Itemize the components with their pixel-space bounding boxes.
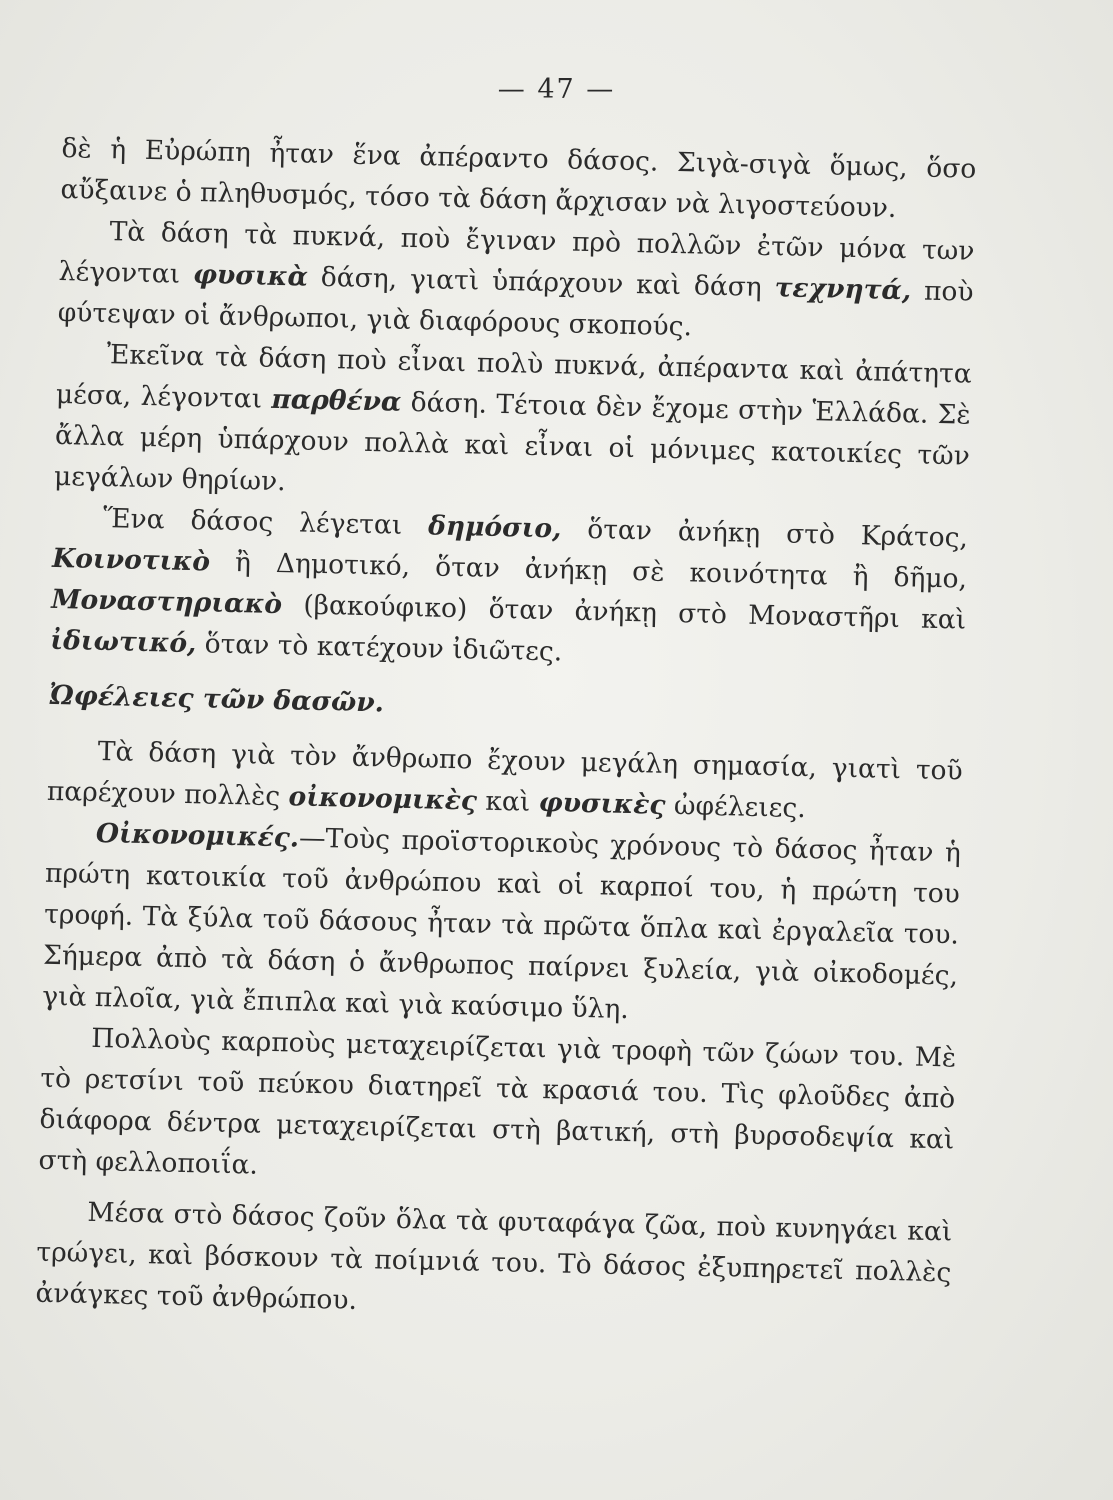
text-run: Ἐκεῖνα τὰ δάση ποὺ εἶναι πολὺ πυκνά, ἀπέραντα καὶ ἀπάτητα μέσα, λέγονται [55,339,973,415]
text-run: ποὺ φύτεψαν οἱ ἄνθρωποι, γιὰ διαφόρους σκοπούς. [57,275,974,343]
emphasis-term: φυσικὰ [192,259,309,293]
page-number: — 47 — [497,74,616,105]
text-run: καὶ [476,785,540,818]
text-run: Ἕνα δάσος λέγεται [102,503,429,542]
emphasis-term: τεχνητά, [774,272,912,307]
text-run: Τὰ δάση τὰ πυκνά, ποὺ ἔγιναν πρὸ πολλῶν ἐτῶν μόνα των λέγονται [58,216,975,291]
text-run: ὅταν τὸ κατέχουν ἰδιῶτες. [195,628,563,668]
text-run: Τὰ δάση γιὰ τὸν ἄνθρωπο ἔχουν μεγάλη σημασία, γιατὶ τοῦ παρέχουν πολλὲς [46,735,963,813]
text-run: ὅταν ἀνήκῃ στὸ Κράτος, [561,513,969,554]
section-heading: Ὠφέλειες τῶν δασῶν. [48,679,385,719]
emphasis-term: ἰδιωτικό, [50,624,197,660]
paragraph-7: Πολλοὺς καρποὺς μεταχειρίζεται γιὰ τροφὴ τῶν ζώων του. Μὲ τὸ ρετσίνι τοῦ πεύκου διατηρεῖ τὰ κρασιά του. Τὶς φλοῦδες ἀπὸ διάφορα δέντρα μεταχειρίζεται στὴ βατική, στὴ βυρσοδεψία καὶ στὴ φελλοποιΐα. [38,1022,957,1181]
paragraph-6 [42,812,961,1038]
paragraph-8: Μέσα στὸ δάσος ζοῦν ὅλα τὰ φυταφάγα ζῶα, ποὺ κυνηγάει καὶ τρώγει, καὶ βόσκουν τὰ ποίμνιά του. Τὸ δάσος ἐξυπηρετεῖ πολλὲς ἀνάγκες τοῦ ἀνθρώπου. [35,1196,953,1316]
text-run: (βακούφικο) ὅταν ἀνήκῃ στὸ Μοναστῆρι καὶ [281,589,967,636]
text-run: ἢ Δημοτικό, ὅταν ἀνήκῃ σὲ κοινότητα ἢ δῆμο, [209,546,968,595]
emphasis-term: Κοινοτικὸ [51,542,211,578]
page-body [35,128,977,1334]
emphasis-term: παρθένα [271,383,402,418]
paragraph-1: δὲ ἡ Εὐρώπη ἦταν ἕνα ἀπέραντο δάσος. Σιγὰ-σιγὰ ὅμως, ὅσο αὔξαινε ὁ πληθυσμός, τόσο τὰ δάση ἄρχισαν νὰ λιγοστεύουν. [60,132,977,224]
text-run: δάση. Τέτοια δὲν ἔχομε στὴν Ἑλλάδα. Σὲ ἄλλα μέρη ὑπάρχουν πολλὰ καὶ εἶναι οἱ μόνιμες κατοικίες τῶν μεγάλων θηρίων. [53,386,972,498]
emphasis-term: φυσικὲς [538,786,666,821]
paragraph-3 [54,333,972,518]
emphasis-term: δημόσιο, [427,510,562,545]
text-run: δάση, γιατὶ ὑπάρχουν καὶ δάση [307,261,776,304]
emphasis-term: Μοναστηριακὸ [50,583,283,621]
paragraph-4 [50,497,968,682]
paragraph-2 [57,210,975,354]
text-run: —Τοὺς προϊστορικοὺς χρόνους τὸ δάσος ἦταν ἡ πρώτη κατοικία τοῦ ἀνθρώπου καὶ οἱ καρποί του, ἡ πρώτη του τροφή. Τὰ ξύλα τοῦ δάσους ἦταν τὰ πρῶτα ὅπλα καὶ ἐργαλεῖα του. Σήμερα ἀπὸ τὰ δάση ὁ ἄνθρωπος παίρνει ξυλεία, γιὰ οἰκοδομές, γιὰ πλοῖα, γιὰ ἔπιπλα καὶ γιὰ καύσιμο ὕλη. [41,822,962,1026]
emphasis-term: οἰκονομικὲς [288,781,478,817]
subsection-label: Οἰκονομικές. [95,817,300,854]
text-run: ὠφέλειες. [665,789,807,825]
